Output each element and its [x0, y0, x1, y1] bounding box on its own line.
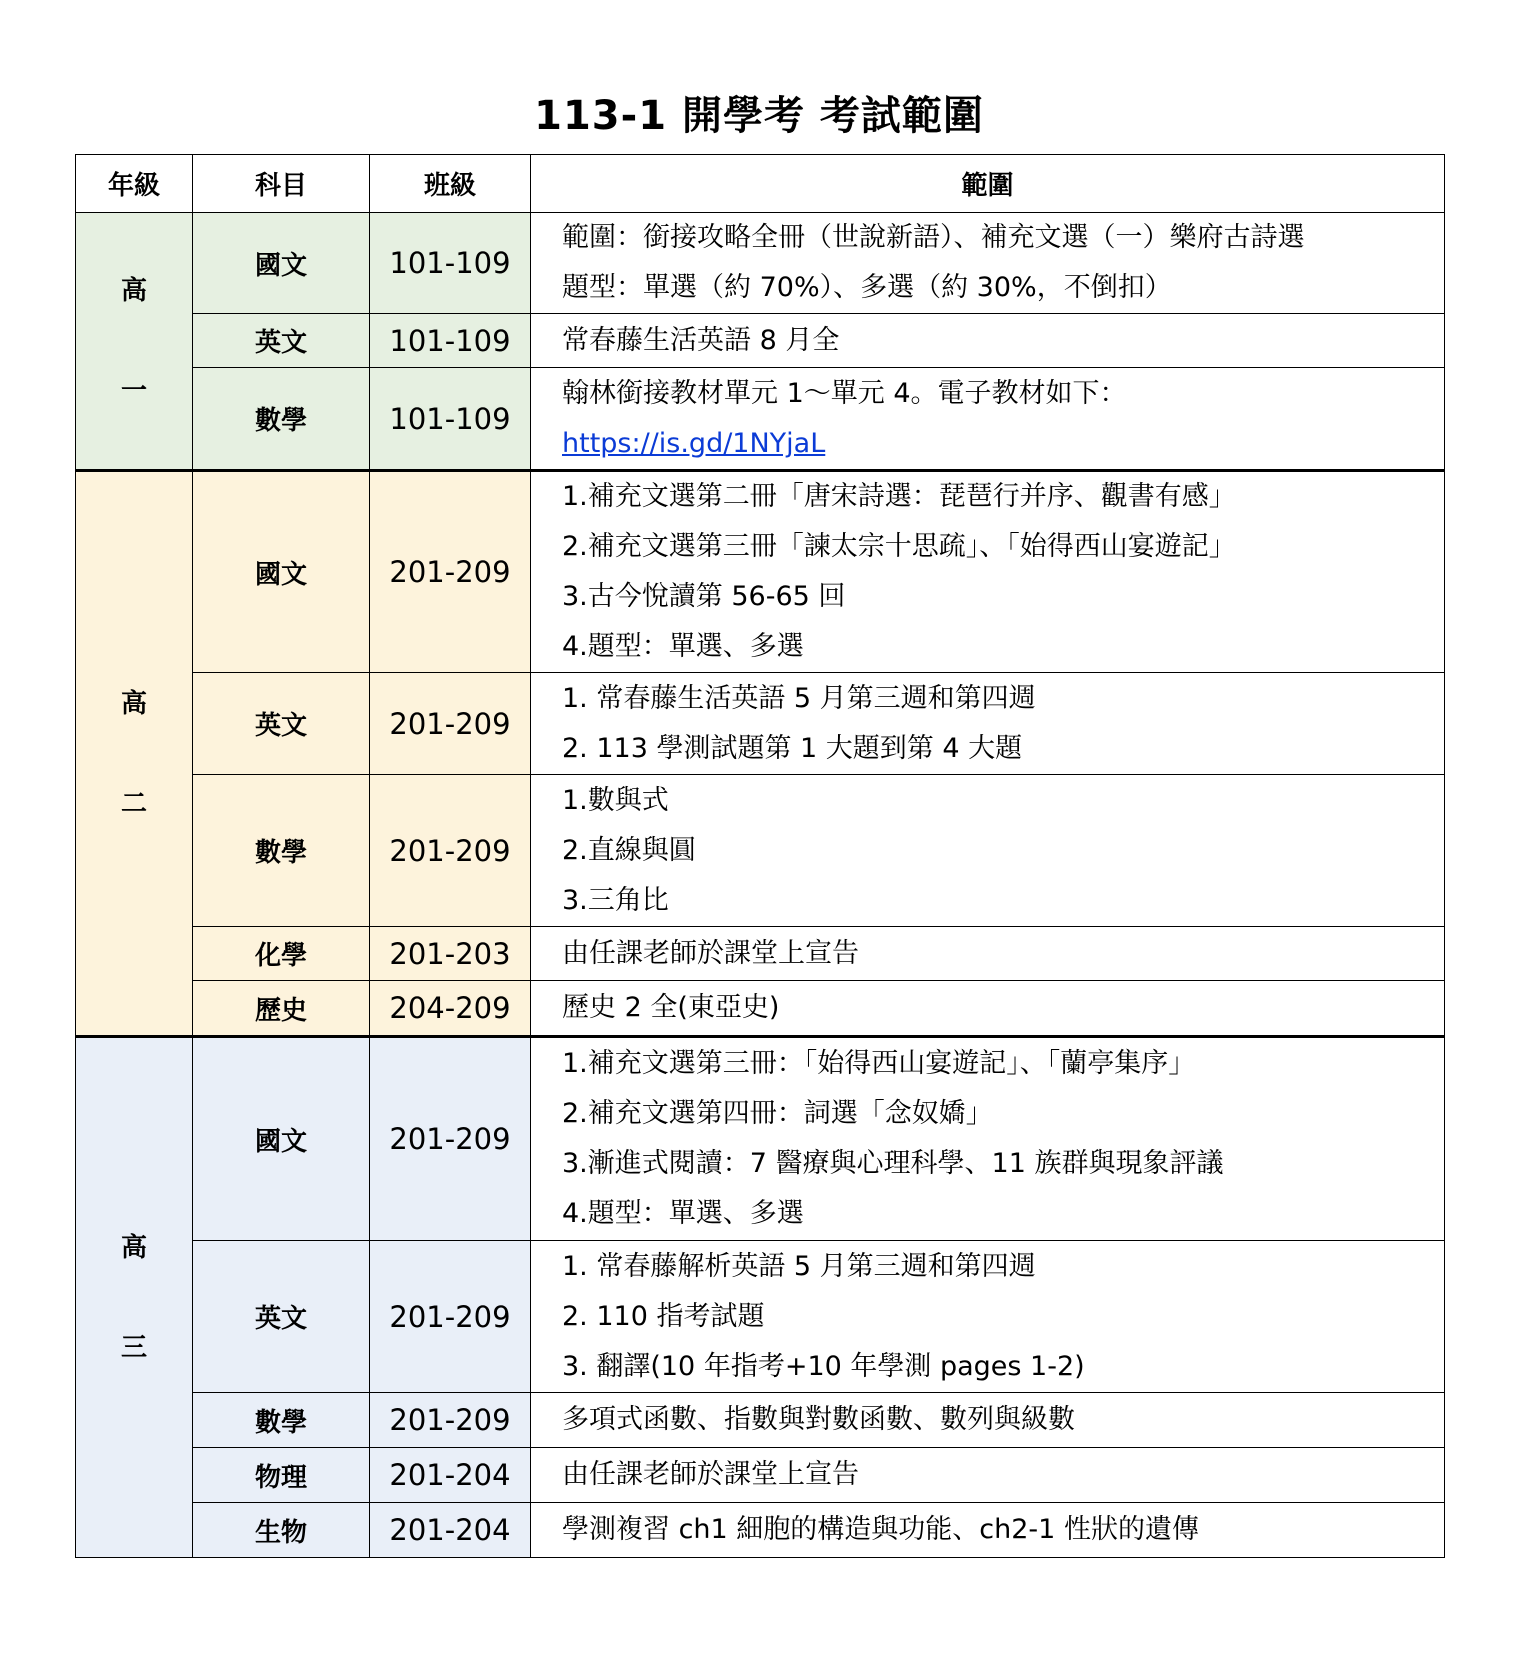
range-cell — [531, 1448, 1445, 1503]
range-cell — [531, 673, 1445, 775]
range-line: 1.數與式 — [562, 784, 669, 816]
range-cell — [531, 1037, 1445, 1241]
grade-label-bottom: 三 — [120, 1332, 147, 1363]
grade-cell-1 — [76, 213, 193, 471]
table-row — [76, 1037, 1445, 1241]
range-line: 2. 110 指考試題 — [562, 1300, 765, 1332]
grade-label-top: 高 — [120, 688, 147, 719]
classes-cell: 201-209 — [370, 673, 531, 775]
range-cell — [531, 927, 1445, 981]
table-row — [76, 1393, 1445, 1448]
classes-cell: 201-209 — [370, 1393, 531, 1448]
range-line: 1.補充文選第二冊「唐宋詩選：琵琶行并序、觀書有感」 — [562, 481, 1236, 512]
subject-cell: 化學 — [193, 927, 370, 981]
header-row — [76, 155, 1445, 213]
table-row — [76, 1503, 1445, 1558]
header-grade: 年級 — [76, 155, 193, 213]
range-line: 多項式函數、指數與對數函數、數列與級數 — [562, 1404, 1075, 1435]
range-cell — [531, 1241, 1445, 1393]
classes-cell: 201-203 — [370, 927, 531, 981]
classes-cell: 201-209 — [370, 1241, 531, 1393]
classes-cell: 101-109 — [370, 368, 531, 471]
range-line: 3.古今悅讀第 56-65 回 — [562, 581, 846, 612]
header-subject: 科目 — [193, 155, 370, 213]
grade-label-top: 高 — [120, 276, 147, 306]
range-line: 2.直線與圓 — [562, 834, 696, 866]
table-row — [76, 673, 1445, 775]
table-row — [76, 213, 1445, 314]
range-line: 由任課老師於課堂上宣告 — [562, 937, 859, 969]
range-line: 範圍：銜接攻略全冊（世說新語）、補充文選（一）樂府古詩選 — [562, 222, 1305, 253]
grade-label-top: 高 — [120, 1232, 147, 1263]
classes-cell: 201-204 — [370, 1448, 531, 1503]
exam-range-table — [75, 154, 1445, 1558]
header-classes: 班級 — [370, 155, 531, 213]
page-title: 113-1 開學考 考試範圍 — [534, 93, 984, 139]
subject-cell: 生物 — [193, 1503, 370, 1558]
range-cell — [531, 1503, 1445, 1558]
range-line: 學測複習 ch1 細胞的構造與功能、ch2-1 性狀的遺傳 — [562, 1514, 1199, 1545]
classes-cell: 201-204 — [370, 1503, 531, 1558]
subject-cell: 數學 — [193, 368, 370, 471]
range-line: 常春藤生活英語 8 月全 — [562, 324, 840, 356]
grade-label-bottom: 一 — [120, 376, 147, 406]
range-line: 2.補充文選第三冊「諫太宗十思疏」、「始得西山宴遊記」 — [562, 531, 1236, 562]
range-line: 由任課老師於課堂上宣告 — [562, 1459, 859, 1490]
range-line: 翰林銜接教材單元 1～單元 4。電子教材如下： — [562, 377, 1127, 409]
range-cell — [531, 314, 1445, 368]
table-row — [76, 314, 1445, 368]
subject-cell: 物理 — [193, 1448, 370, 1503]
table-row — [76, 981, 1445, 1037]
range-line: 3. 翻譯(10 年指考+10 年學測 pages 1-2) — [562, 1350, 1085, 1382]
classes-cell: 101-109 — [370, 213, 531, 314]
range-line: 3.三角比 — [562, 884, 669, 916]
table-row — [76, 927, 1445, 981]
subject-cell: 國文 — [193, 1037, 370, 1241]
subject-cell: 數學 — [193, 1393, 370, 1448]
range-line: 3.漸進式閱讀：7 醫療與心理科學、11 族群與現象評議 — [562, 1148, 1224, 1179]
range-line: 4.題型：單選、多選 — [562, 631, 804, 662]
classes-cell: 101-109 — [370, 314, 531, 368]
subject-cell: 英文 — [193, 673, 370, 775]
range-cell — [531, 471, 1445, 673]
range-line: 歷史 2 全(東亞史) — [562, 992, 780, 1023]
range-line: 2.補充文選第四冊：詞選「念奴嬌」 — [562, 1098, 993, 1129]
range-line: 1. 常春藤生活英語 5 月第三週和第四週 — [562, 682, 1036, 714]
range-line: 1. 常春藤解析英語 5 月第三週和第四週 — [562, 1250, 1036, 1282]
table-row — [76, 471, 1445, 673]
range-cell — [531, 213, 1445, 314]
classes-cell: 201-209 — [370, 471, 531, 673]
subject-cell: 國文 — [193, 471, 370, 673]
range-cell — [531, 775, 1445, 927]
subject-cell: 英文 — [193, 1241, 370, 1393]
range-line: 4.題型：單選、多選 — [562, 1198, 804, 1229]
grade-cell-3 — [76, 1037, 193, 1558]
table-row — [76, 1448, 1445, 1503]
range-line: 1.補充文選第三冊：「始得西山宴遊記」、「蘭亭集序」 — [562, 1048, 1196, 1079]
subject-cell: 數學 — [193, 775, 370, 927]
range-cell — [531, 981, 1445, 1037]
range-line: 題型：單選（約 70%）、多選（約 30%，不倒扣） — [562, 272, 1172, 303]
subject-cell: 國文 — [193, 213, 370, 314]
table-row — [76, 368, 1445, 471]
header-range: 範圍 — [531, 155, 1445, 213]
classes-cell: 201-209 — [370, 1037, 531, 1241]
table-row — [76, 775, 1445, 927]
classes-cell: 201-209 — [370, 775, 531, 927]
classes-cell: 204-209 — [370, 981, 531, 1037]
range-cell — [531, 1393, 1445, 1448]
subject-cell: 歷史 — [193, 981, 370, 1037]
grade-cell-2 — [76, 471, 193, 1037]
range-cell — [531, 368, 1445, 471]
table-row — [76, 1241, 1445, 1393]
ebook-link[interactable]: https://is.gd/1NYjaL — [562, 427, 826, 459]
subject-cell: 英文 — [193, 314, 370, 368]
grade-label-bottom: 二 — [120, 788, 147, 819]
range-line: 2. 113 學測試題第 1 大題到第 4 大題 — [562, 732, 1023, 764]
